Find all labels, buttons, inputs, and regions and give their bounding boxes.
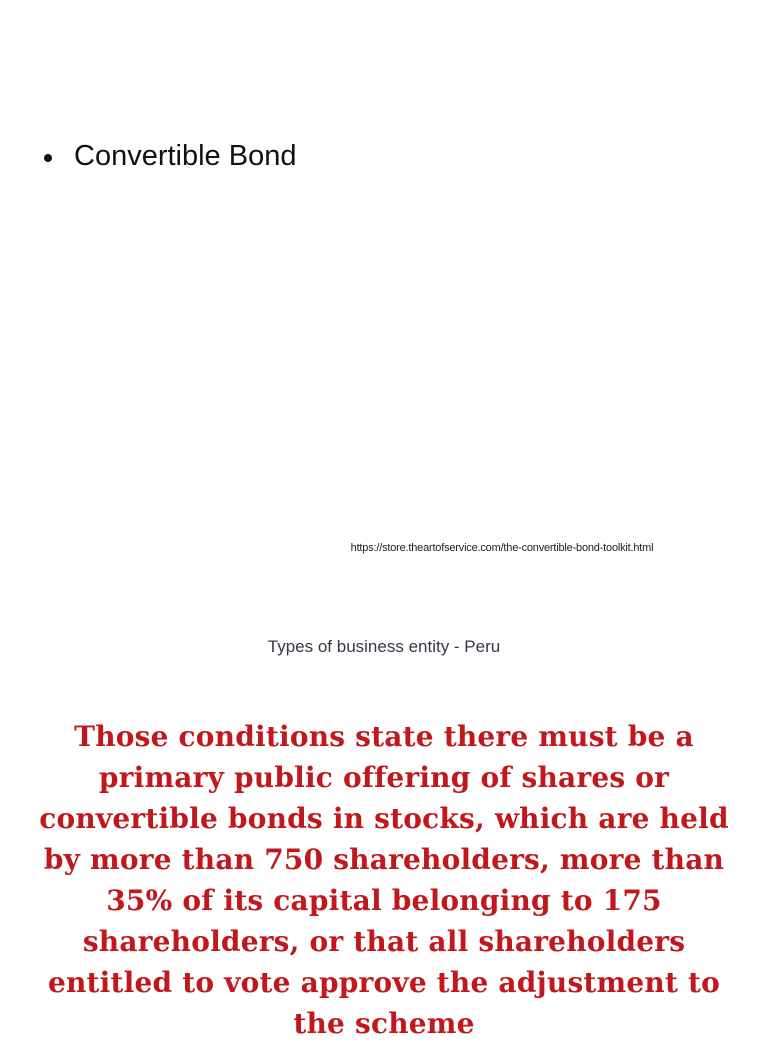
- bullet-dot-icon: [44, 154, 52, 162]
- highlighted-quote: Those conditions state there must be a primary public offering of shares or convertible bonds in stocks, which are held by more than 750 shareholders, more than 35% of its capital belonging to 175 shareholders, or that all shareholders entitled to vote approve the adjustment to the scheme: [39, 720, 729, 1040]
- bullet-item: [44, 140, 296, 173]
- bullet-text: Convertible Bond: [74, 140, 297, 172]
- section-subtitle: Types of business entity - Peru: [267, 637, 501, 656]
- source-link[interactable]: https://store.theartofservice.com/the-convertible-bond-toolkit.html: [350, 542, 654, 554]
